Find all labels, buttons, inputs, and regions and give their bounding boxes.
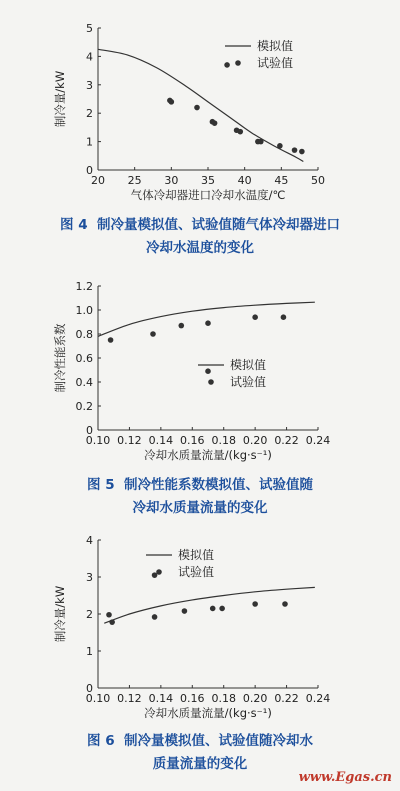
measured-point [178, 323, 184, 329]
x-tick-label: 0.18 [211, 692, 236, 705]
x-tick-label: 45 [274, 174, 289, 187]
x-tick-label: 0.12 [117, 692, 142, 705]
measured-point [212, 120, 218, 126]
y-tick-label: 1.0 [75, 304, 93, 317]
y-axis-label: 制冷量/kW [53, 70, 67, 128]
site-watermark: www.Egas.cn [298, 770, 392, 785]
y-tick-label: 1 [86, 645, 93, 658]
figure-4-title-line1: 制冷量模拟值、试验值随气体冷却器进口 [97, 217, 340, 233]
measured-point [281, 314, 287, 320]
measured-point [205, 368, 211, 374]
measured-point [252, 314, 258, 320]
y-tick-label: 1.2 [75, 280, 93, 293]
y-tick-label: 4 [86, 50, 93, 64]
measured-point [205, 320, 211, 326]
x-tick-label: 0.20 [242, 692, 268, 705]
x-tick-label: 0.14 [148, 692, 174, 705]
measured-point [210, 606, 216, 612]
legend-measured-label: 试验值 [230, 375, 267, 389]
x-tick-label: 0.10 [85, 692, 111, 705]
figure-4-caption [0, 214, 400, 260]
x-tick-label: 40 [237, 174, 252, 187]
figure-6-title-line2: 质量流量的变化 [152, 756, 248, 772]
measured-point [299, 149, 305, 155]
y-axis-label: 制冷量/kW [53, 585, 67, 643]
x-tick-label: 30 [164, 174, 179, 187]
y-tick-label: 3 [86, 78, 93, 92]
measured-point [292, 147, 298, 153]
measured-point [224, 62, 230, 68]
measured-point [252, 601, 258, 607]
x-tick-label: 50 [311, 174, 325, 187]
measured-point [150, 331, 156, 337]
x-tick-label: 25 [127, 174, 142, 187]
y-tick-label: 0 [86, 164, 93, 177]
legend-simulated-label: 模拟值 [178, 548, 215, 562]
chart-svg [0, 268, 400, 468]
figure-5-number: 图 5 [87, 477, 115, 493]
measured-point [194, 105, 200, 111]
measured-point [237, 129, 243, 135]
measured-point [258, 139, 264, 145]
x-tick-label: 0.24 [305, 692, 331, 705]
x-tick-label: 0.16 [180, 434, 205, 447]
measured-point [152, 614, 158, 620]
x-axis-label: 冷却水质量流量/(kg·s⁻¹) [144, 448, 272, 462]
chart-cooling-capacity-vs-flow [0, 526, 400, 726]
x-tick-label: 20 [91, 174, 105, 187]
x-tick-label: 0.22 [274, 692, 299, 705]
legend-simulated-label: 模拟值 [230, 358, 267, 372]
measured-point [109, 619, 115, 625]
x-axis-label: 气体冷却器进口冷却水温度/℃ [130, 188, 286, 202]
measured-point [108, 337, 114, 343]
x-tick-label: 35 [201, 174, 215, 187]
figure-5-caption [0, 474, 400, 520]
chart-cop-vs-flow [0, 268, 400, 468]
y-tick-label: 0.4 [75, 376, 93, 389]
x-tick-label: 0.10 [85, 434, 111, 447]
legend-measured-label: 试验值 [257, 56, 294, 70]
figure-5-title-line1: 制冷性能系数模拟值、试验值随 [124, 477, 313, 493]
x-tick-label: 0.18 [211, 434, 236, 447]
legend-dot-swatch [156, 569, 162, 575]
figure-6-title-line1: 制冷量模拟值、试验值随冷却水 [124, 733, 313, 749]
y-tick-label: 0.8 [75, 328, 93, 341]
y-tick-label: 0 [86, 682, 93, 695]
measured-point [277, 143, 283, 149]
x-tick-label: 0.20 [242, 434, 268, 447]
measured-point [282, 601, 288, 607]
y-tick-label: 0.2 [75, 400, 93, 413]
chart-cooling-capacity-vs-temperature [0, 0, 400, 215]
y-tick-label: 0.6 [75, 352, 93, 365]
x-tick-label: 0.14 [148, 434, 174, 447]
figure-4-title-line2: 冷却水温度的变化 [146, 240, 254, 256]
y-axis-label: 制冷性能系数 [53, 323, 67, 393]
legend-dot-swatch [235, 60, 241, 66]
x-tick-label: 0.12 [117, 434, 142, 447]
y-tick-label: 2 [86, 107, 93, 121]
y-tick-label: 5 [86, 22, 93, 35]
y-tick-label: 2 [86, 608, 93, 621]
chart-svg [0, 0, 400, 215]
y-tick-label: 4 [86, 534, 93, 547]
y-tick-label: 0 [86, 424, 93, 437]
x-tick-label: 0.22 [274, 434, 299, 447]
measured-point [106, 612, 112, 618]
measured-point [182, 608, 188, 614]
figure-5-title-line2: 冷却水质量流量的变化 [132, 500, 268, 516]
measured-point [169, 99, 175, 105]
x-tick-label: 0.16 [180, 692, 205, 705]
y-tick-label: 3 [86, 571, 93, 584]
legend-simulated-label: 模拟值 [257, 39, 294, 53]
x-axis-label: 冷却水质量流量/(kg·s⁻¹) [144, 706, 272, 720]
legend-measured-label: 试验值 [178, 565, 215, 579]
figure-4-number: 图 4 [60, 217, 88, 233]
x-tick-label: 0.24 [305, 434, 331, 447]
figure-6-number: 图 6 [87, 733, 115, 749]
y-tick-label: 1 [86, 135, 93, 149]
chart-svg [0, 526, 400, 726]
measured-point [219, 606, 225, 612]
legend-dot-swatch [208, 379, 214, 385]
